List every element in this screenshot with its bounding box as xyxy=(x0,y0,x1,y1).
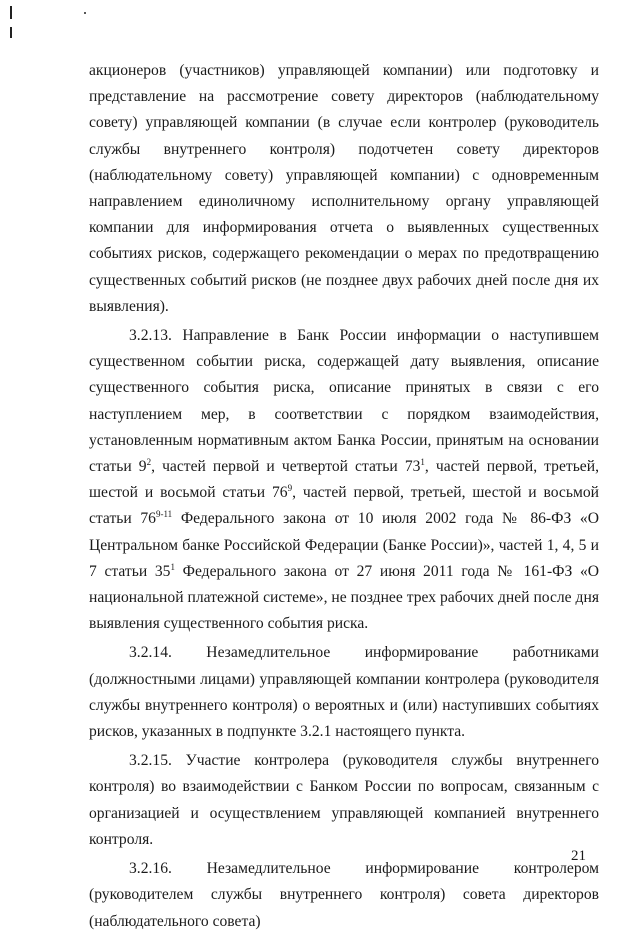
paragraph-text: Федерального закона от 10 июля 2002 года № 86-ФЗ «О Центральном банке Российской Федерации (Банке России)», частей 1, 4, 5 и 7 статьи 35 xyxy=(89,510,599,580)
paragraph-text: 3.2.13. Направление в Банк России информации о наступившем существенном событии риска, содержащей дату выявления, описание существенного события риска, описание принятых в связи с его наступлением мер, в соответствии с порядком взаимодействия, установленным нормативным актом Банка России, принятым на основании статьи 9 xyxy=(89,327,599,476)
paragraph-text: акционеров (участников) управляющей компании) или подготовку и представление на рассмотрение совету директоров (наблюдательному совету) управляющей компании (в случае если контролер (руководитель службы внутреннего контроля) подотчетен совету директоров (наблюдательному совету) управляющей компании) с одновременным направлением единоличному исполнительному органу управляющей компании для информирования отчета о выявленных существенных событиях рисков, содержащего рекомендации о мерах по предотвращению существенных событий рисков (не позднее двух рабочих дней после дня их выявления). xyxy=(89,62,599,315)
superscript: 1 xyxy=(170,561,175,572)
superscript: 1 xyxy=(420,457,425,468)
paragraph xyxy=(89,640,599,745)
paragraph-text: 3.2.14. Незамедлительное информирование работниками (должностными лицами) управляющей компании контролера (руководителя службы внутреннего контроля) о вероятных и (или) наступивших событиях рисков, указанных в подпункте 3.2.1 настоящего пункта. xyxy=(89,644,599,741)
paragraph-text: 3.2.16. Незамедлительное информирование контролером (руководителем службы внутреннего контроля) совета директоров (наблюдательного совета) xyxy=(89,860,599,930)
paragraph-text: , частей первой, третьей, шестой и восьмой статьи 76 xyxy=(89,458,599,502)
superscript: 9 xyxy=(287,483,293,494)
document-body xyxy=(89,58,599,935)
paragraph xyxy=(89,748,599,853)
paragraph xyxy=(89,323,599,637)
paragraph xyxy=(89,58,599,320)
scan-mark-top xyxy=(10,6,12,19)
paragraph xyxy=(89,856,599,935)
paragraph-text: Федерального закона от 27 июня 2011 года № 161-ФЗ «О национальной платежной системе», не позднее трех рабочих дней после дня выявления существенного события риска. xyxy=(89,562,600,633)
scan-dot xyxy=(84,12,86,14)
paragraph-text: , частей первой, третьей, шестой и восьмой статьи 76 xyxy=(89,484,599,528)
scan-mark-bottom xyxy=(10,27,12,38)
superscript: 2 xyxy=(146,457,152,468)
page-number: 21 xyxy=(571,848,586,864)
paragraph-text: , частей первой и четвертой статьи 73 xyxy=(151,458,421,476)
paragraph-text: 3.2.15. Участие контролера (руководителя службы внутреннего контроля) во взаимодействии с Банком России по вопросам, связанным с организацией и осуществлением управляющей компанией внутреннего контроля. xyxy=(89,752,599,848)
superscript: 9-11 xyxy=(155,509,173,520)
